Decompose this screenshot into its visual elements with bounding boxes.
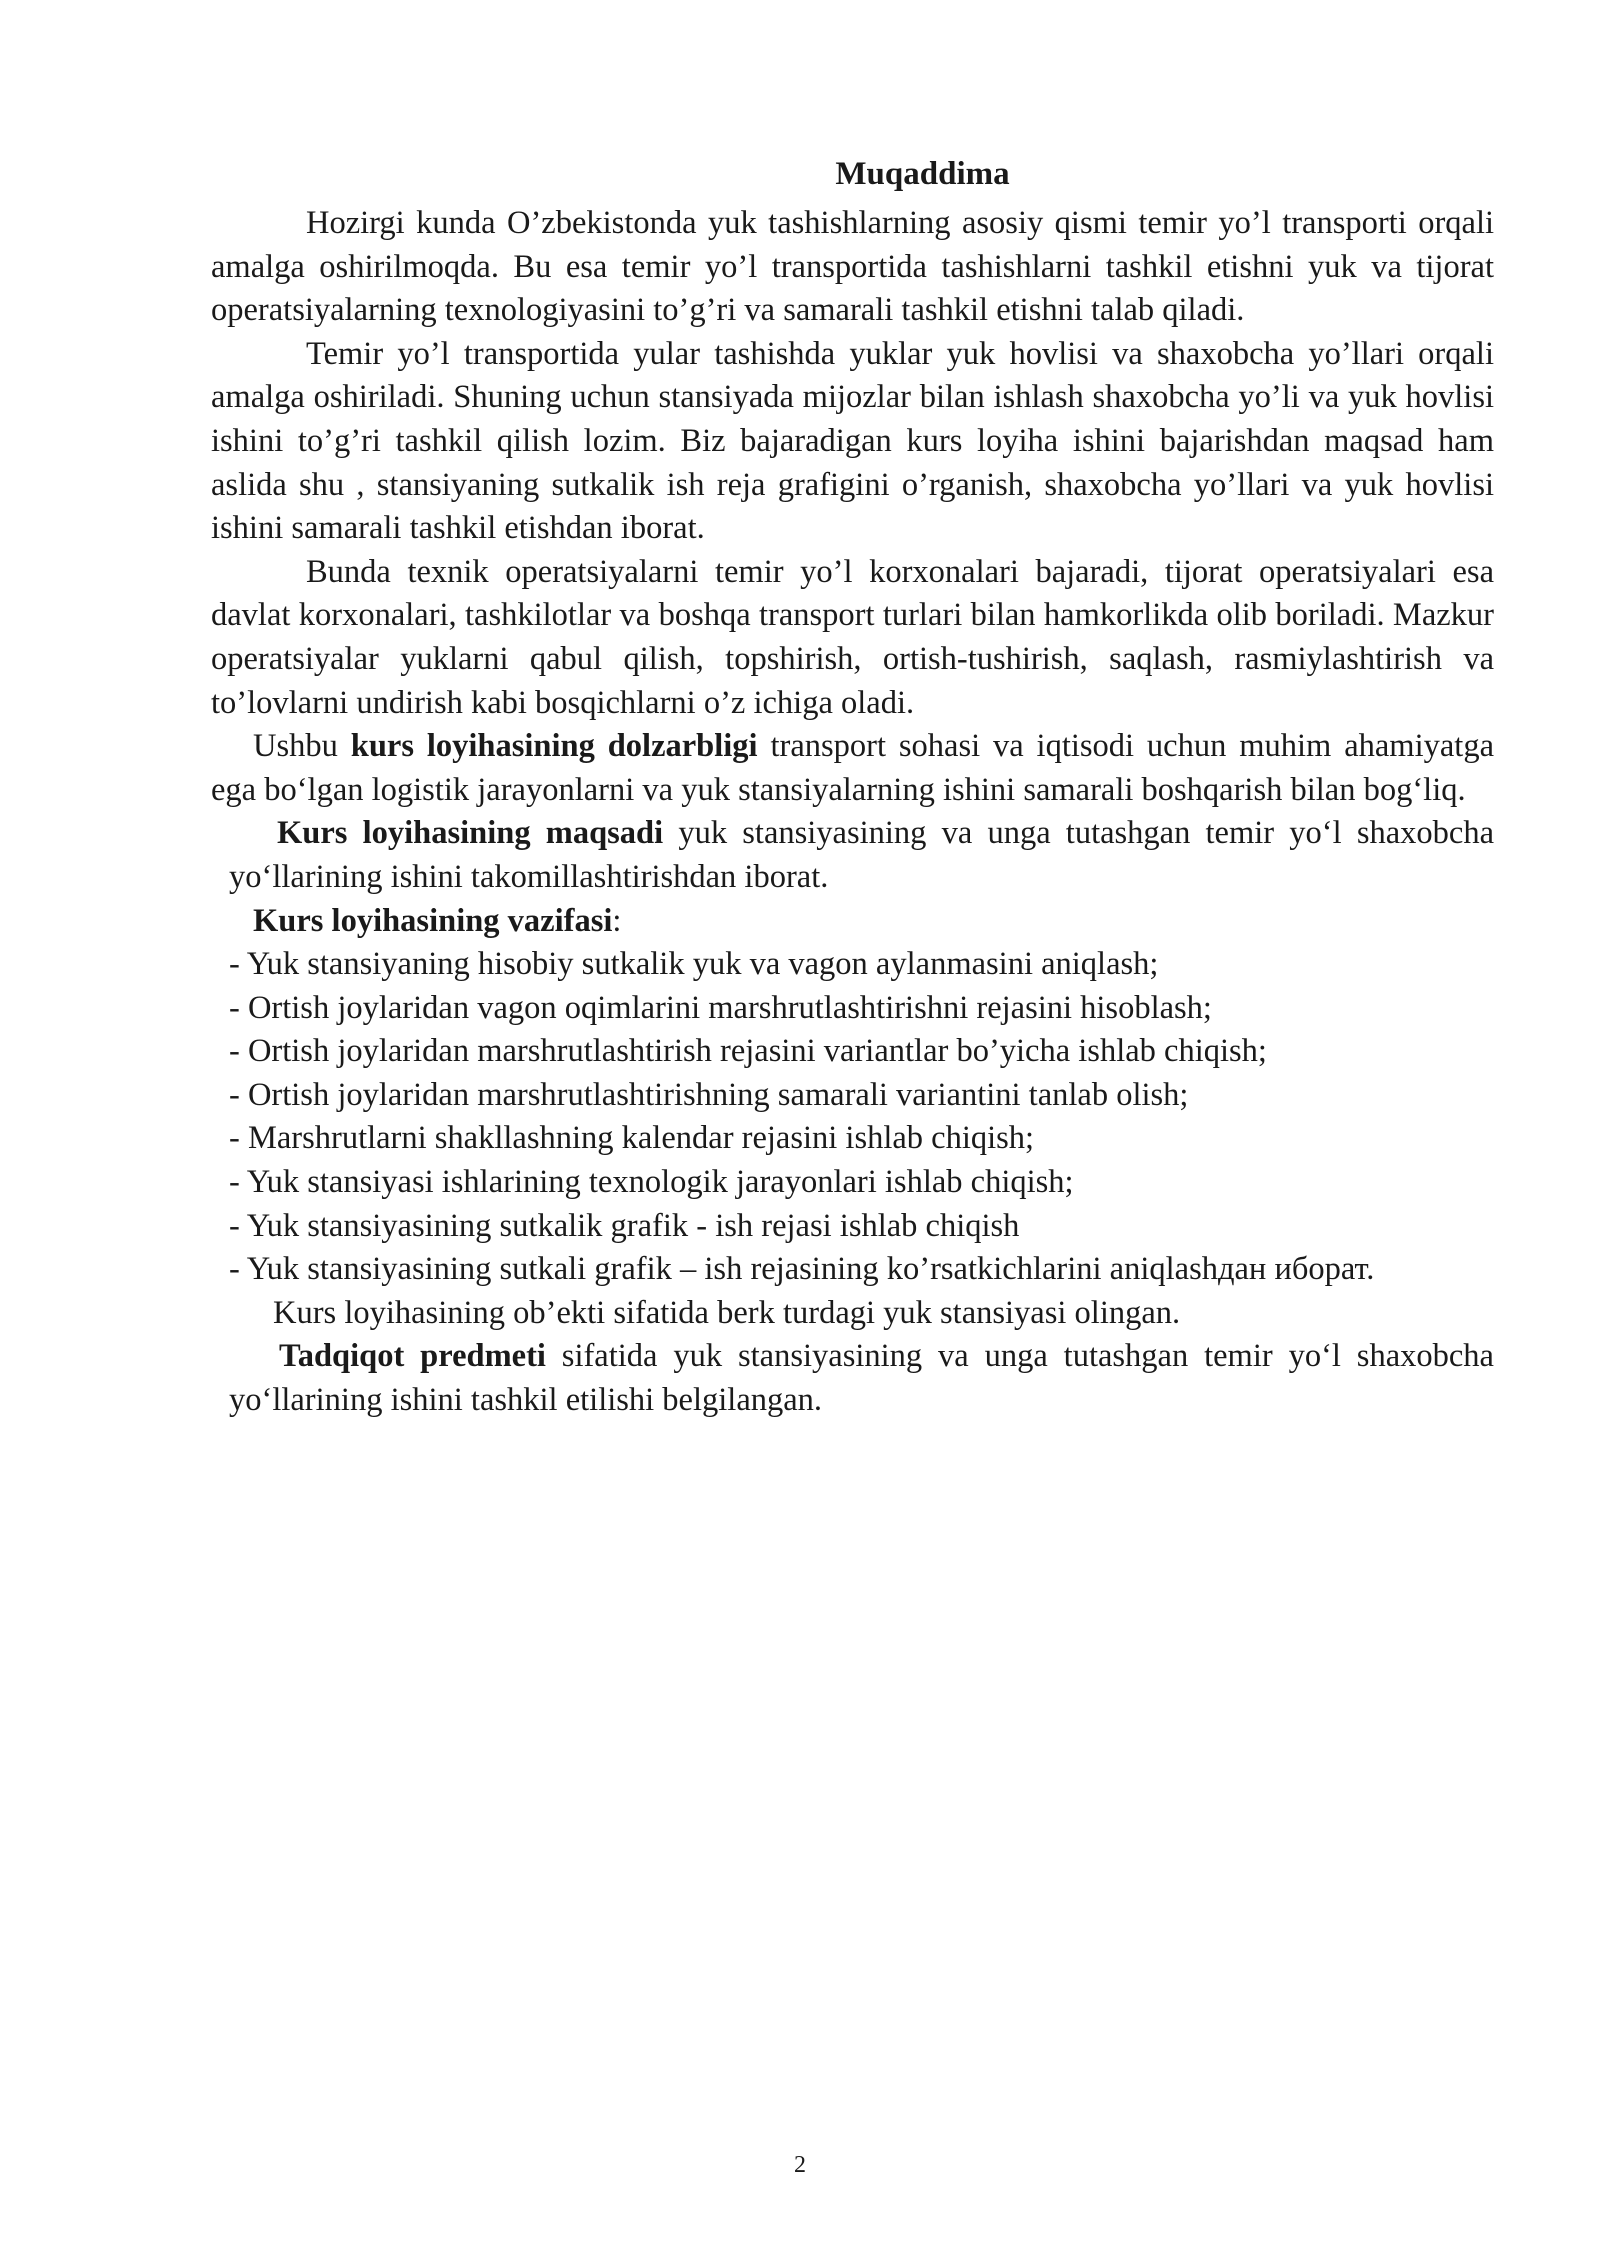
document-page bbox=[211, 150, 1494, 1423]
paragraph-intro: Hozirgi kunda O’zbekistonda yuk tashishlarning asosiy qismi temir yo’l transporti orqali amalga oshirilmoqda. Bu esa temir yo’l transportida tashishlarni tashkil etishni yuk va tijorat operatsiyalarning texnologiyasini to’g’ri va samarali tashkil etishni talab qiladi. bbox=[211, 205, 1494, 329]
paragraph-operations: Bunda texnik operatsiyalarni temir yo’l korxonalari bajaradi, tijorat operatsiyalari esa davlat korxonalari, tashkilotlar va boshqa transport turlari bilan hamkorlikda olib boriladi. Mazkur operatsiyalar yuklarni qabul qilish, topshirish, ortish-tushirish, saqlash, rasmiylashtirish va to’lovlarni undirish kabi bosqichlarni o’z ichiga oladi. bbox=[211, 553, 1494, 721]
paragraph-transport: Temir yo’l transportida yular tashishda yuklar yuk hovlisi va shaxobcha yo’llari orqali amalga oshiriladi. Shuning uchun stansiyada mijozlar bilan ishlash shaxobcha yo’li va yuk hovlisi ishini to’g’ri tashkil qilish lozim. Biz bajaradigan kurs loyiha ishini bajarishdan maqsad ham aslida shu , stansiyaning sutkalik ish reja grafigini o’rganish, shaxobcha yo’llari va yuk hovlisi ishini samarali tashkil etishdan iborat. bbox=[211, 335, 1494, 547]
subject-text: sifatida yuk stansiyasining va unga tutashgan temir yo‘l shaxobcha yo‘llarining ishini tashkil etilishi belgilangan. bbox=[229, 1338, 1494, 1419]
paragraph-goal bbox=[211, 812, 1494, 899]
list-item: - Ortish joylaridan marshrutlashtirish rejasini variantlar bo’yicha ishlab chiqish; bbox=[229, 1033, 1267, 1070]
tasks-label: Kurs loyihasining vazifasi bbox=[253, 902, 613, 939]
list-item: - Yuk stansiyaning hisobiy sutkalik yuk va vagon aylanmasini aniqlash; bbox=[229, 946, 1159, 983]
subject-label: Tadqiqot predmeti bbox=[279, 1338, 546, 1375]
paragraph-relevance bbox=[211, 725, 1494, 812]
paragraph-object: Kurs loyihasining ob’ekti sifatida berk turdagi yuk stansiyasi olingan. bbox=[273, 1294, 1181, 1331]
relevance-label: kurs loyihasining dolzarbligi bbox=[350, 728, 758, 765]
list-item: - Yuk stansiyasining sutkalik grafik - ish rejasi ishlab chiqish bbox=[229, 1207, 1020, 1244]
tasks-colon: : bbox=[612, 902, 622, 939]
relevance-prefix: Ushbu bbox=[253, 728, 351, 765]
page-number: 2 bbox=[794, 2152, 806, 2178]
goal-label: Kurs loyihasining maqsadi bbox=[277, 815, 664, 852]
list-item: - Yuk stansiyasining sutkali grafik – ish rejasining ko’rsatkichlarini aniqlashдан иборат. bbox=[229, 1251, 1375, 1288]
list-item: - Ortish joylaridan vagon oqimlarini marshrutlashtirishni rejasini hisoblash; bbox=[229, 989, 1212, 1026]
list-item: - Yuk stansiyasi ishlarining texnologik jarayonlari ishlab chiqish; bbox=[229, 1164, 1074, 1201]
relevance-text: transport sohasi va iqtisodi uchun muhim ahamiyatga ega bo‘lgan logistik jarayonlarni va yuk stansiyalarning ishini samarali boshqarish bilan bog‘liq. bbox=[211, 728, 1494, 808]
goal-text: yuk stansiyasining va unga tutashgan temir yo‘l shaxobcha yo‘llarining ishini takomillashtirishdan iborat. bbox=[229, 815, 1494, 895]
list-item: - Marshrutlarni shakllashning kalendar rejasini ishlab chiqish; bbox=[229, 1120, 1035, 1157]
tasks-list bbox=[211, 943, 1494, 1292]
list-item: - Ortish joylaridan marshrutlashtirishning samarali variantini tanlab olish; bbox=[229, 1076, 1189, 1113]
paragraph-subject bbox=[211, 1335, 1494, 1422]
page-title: Muqaddima bbox=[835, 156, 1010, 192]
tasks-heading bbox=[211, 900, 1494, 944]
